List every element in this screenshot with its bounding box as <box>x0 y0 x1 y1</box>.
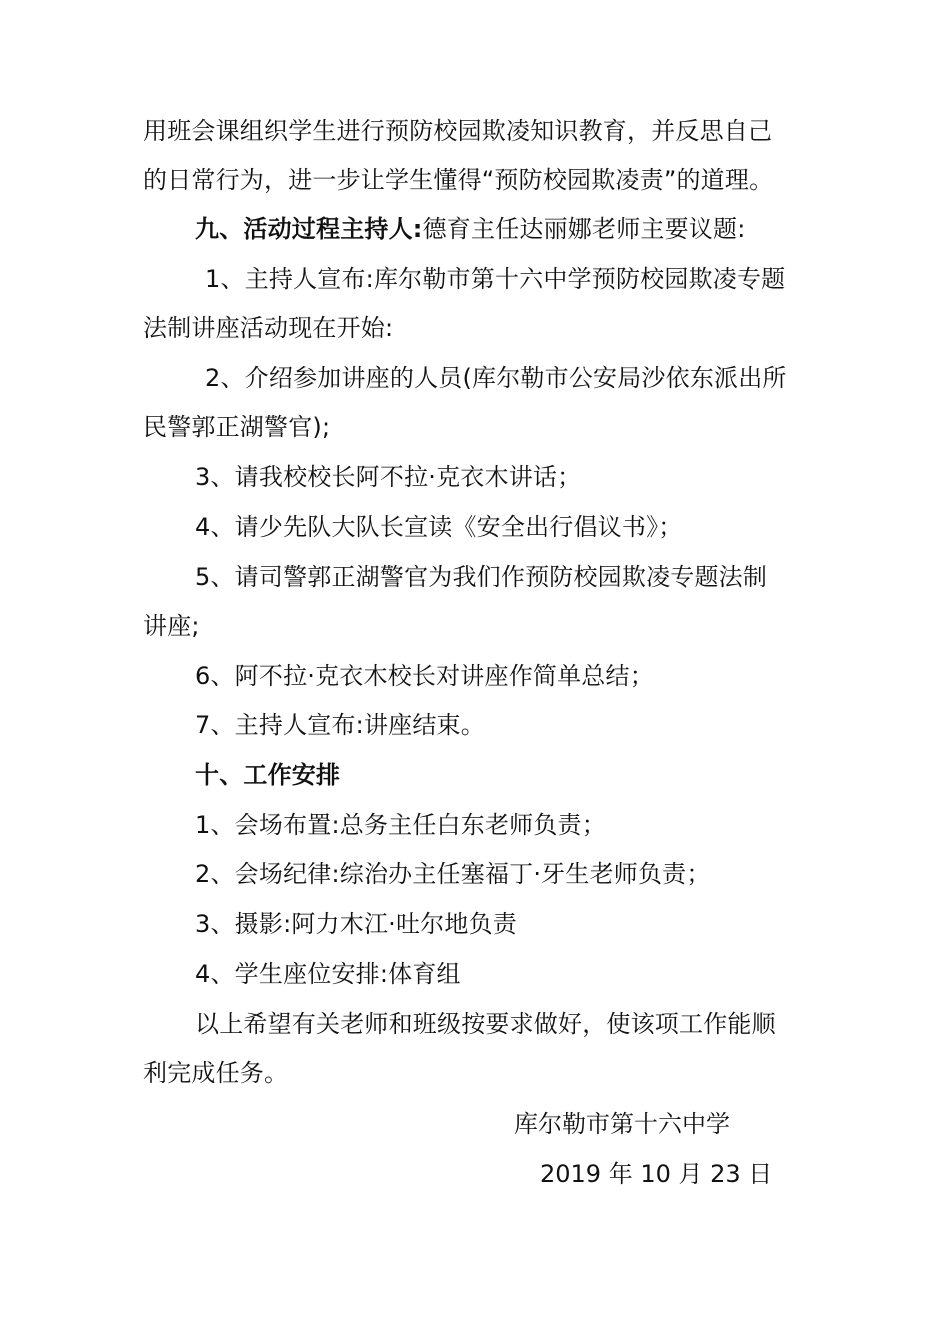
intro-line-2: 的日常行为，进一步让学生懂得“预防校园欺凌责”的道理。 <box>143 166 774 194</box>
section-9-heading-line <box>195 213 875 245</box>
section-10-item-3: 3、摄影:阿力木江·吐尔地负责 <box>195 910 517 938</box>
section-9-item-6: 6、阿不拉·克衣木校长对讲座作简单总结； <box>195 662 654 690</box>
section-9-heading-rest: 德育主任达丽娜老师主要议题: <box>422 215 746 243</box>
closing-line-1: 以上希望有关老师和班级按要求做好，使该项工作能顺 <box>195 1010 776 1038</box>
section-10-item-2: 2、会场纪律:综治办主任塞福丁·牙生老师负责； <box>195 860 711 888</box>
signature-date: 2019 年 10 月 23 日 <box>540 1160 773 1188</box>
section-10-item-4: 4、学生座位安排:体育组 <box>195 960 461 988</box>
section-10-heading: 十、工作安排 <box>195 761 341 789</box>
closing-line-2: 利完成任务。 <box>143 1059 289 1087</box>
section-9-item-2-line-2: 民警郭正湖警官); <box>143 413 331 441</box>
signature-organization: 库尔勒市第十六中学 <box>514 1110 730 1138</box>
intro-line-1: 用班会课组织学生进行预防校园欺凌知识教育，并反思自己 <box>143 117 773 145</box>
section-9-item-1-line-2: 法制讲座活动现在开始: <box>143 314 394 342</box>
section-9-item-1-line-1: 1、主持人宣布:库尔勒市第十六中学预防校园欺凌专题 <box>205 265 786 293</box>
section-9-heading: 九、活动过程主持人: <box>195 215 423 243</box>
section-10-item-1: 1、会场布置:总务主任白东老师负责； <box>195 811 606 839</box>
section-9-item-4: 4、请少先队大队长宣读《安全出行倡议书》； <box>195 513 683 541</box>
section-9-item-7: 7、主持人宣布:讲座结束。 <box>195 711 485 739</box>
section-9-item-5-line-1: 5、请司警郭正湖警官为我们作预防校园欺凌专题法制 <box>195 563 768 591</box>
section-9-item-5-line-2: 讲座; <box>143 612 200 640</box>
section-9-item-3: 3、请我校校长阿不拉·克衣木讲话； <box>195 463 582 491</box>
section-9-item-2-line-1: 2、介绍参加讲座的人员(库尔勒市公安局沙依东派出所 <box>205 364 787 392</box>
